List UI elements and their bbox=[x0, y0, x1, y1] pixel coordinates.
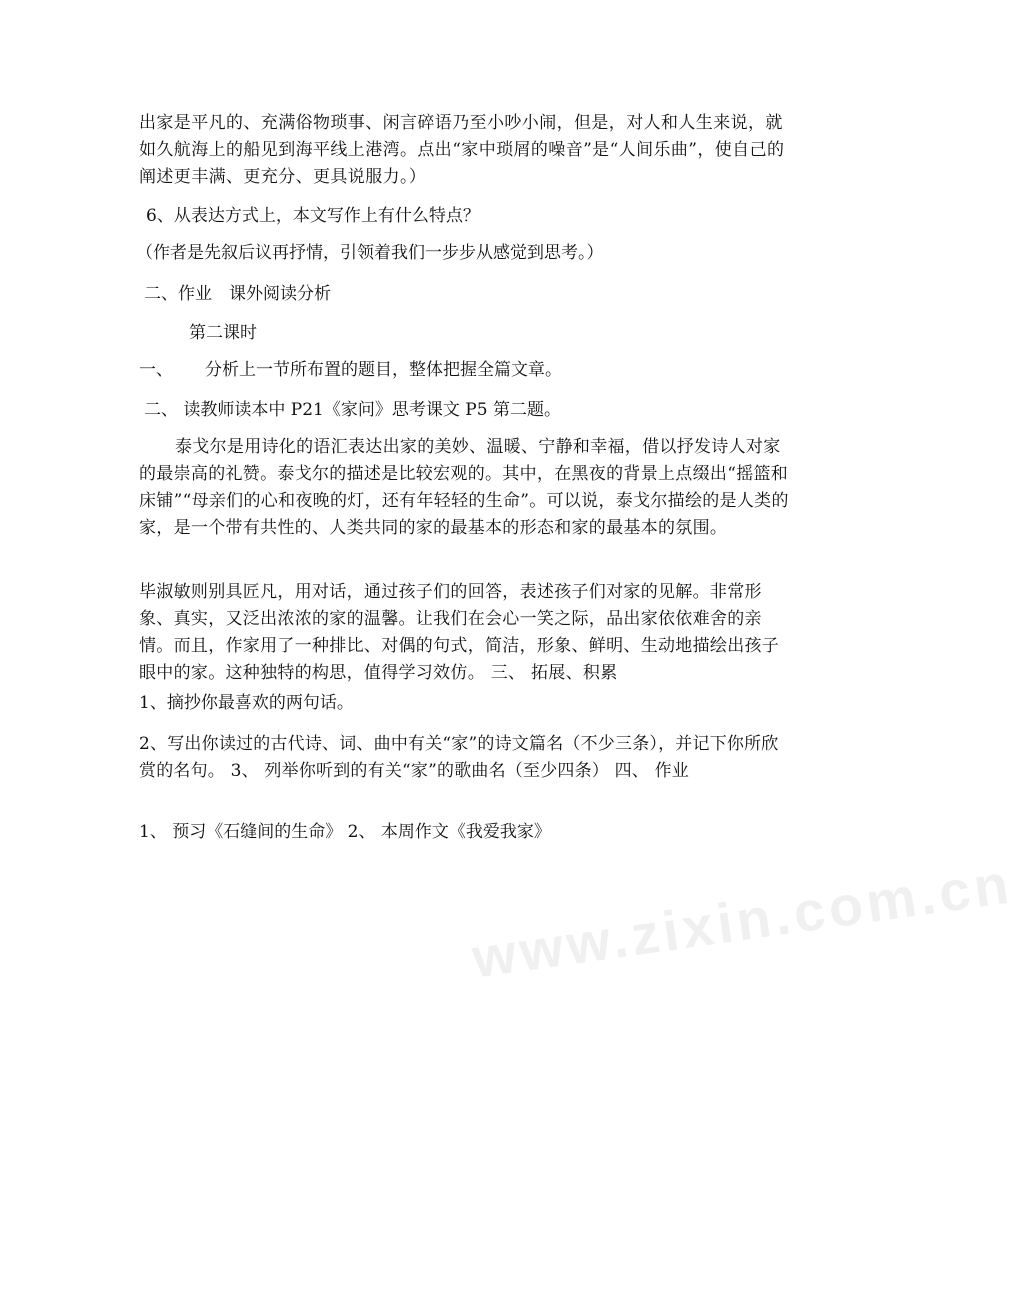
list-item-2: 二、 读教师读本中 P21《家问》思考课文 P5 第二题。 bbox=[144, 400, 561, 420]
watermark: www.zixin.com.cn bbox=[468, 851, 1016, 990]
list-item-text: 分析上一节所布置的题目，整体把握全篇文章。 bbox=[205, 360, 562, 380]
answer-6: （作者是先叙后议再抒情，引领着我们一步步从感觉到思考。） bbox=[136, 243, 604, 263]
task-1: 1、摘抄你最喜欢的两句话。 bbox=[139, 693, 354, 713]
second-lesson-heading: 第二课时 bbox=[189, 323, 257, 343]
task-2-3: 2、写出你读过的古代诗、词、曲中有关“家”的诗文篇名（不少三条），并记下你所欣赏的名句。 3、 列举你听到的有关“家”的歌曲名（至少四条） 四、 作业 bbox=[139, 734, 779, 781]
homework-heading: 二、作业 课外阅读分析 bbox=[144, 284, 331, 304]
paragraph-continuation: 出家是平凡的、充满俗物琐事、闲言碎语乃至小吵小闹，但是，对人和人生来说，就如久航海上的船见到海平线上港湾。点出“家中琐屑的噪音”是“人间乐曲”，使自己的阐述更丰满、更充分、更具说服力。） bbox=[139, 113, 785, 187]
paragraph-bi-shumin: 毕淑敏则别具匠凡，用对话，通过孩子们的回答，表述孩子们对家的见解。非常形象、真实，又泛出浓浓的家的温馨。让我们在会心一笑之际，品出家依依难舍的亲情。而且，作家用了一种排比、对偶的句式，简洁，形象、鲜明、生动地描绘出孩子眼中的家。这种独特的构思，值得学习效仿。 三、 拓展、积累 bbox=[139, 582, 780, 683]
homework-list: 1、 预习《石缝间的生命》 2、 本周作文《我爱我家》 bbox=[139, 822, 551, 842]
paragraph-tagore: 泰戈尔是用诗化的语汇表达出家的美妙、温暖、宁静和幸福，借以抒发诗人对家的最崇高的礼赞。泰戈尔的描述是比较宏观的。其中，在黑夜的背景上点缀出“摇篮和床铺”“母亲们的心和夜晚的灯，还有年轻轻的生命”。可以说，泰戈尔描绘的是人类的家，是一个带有共性的、人类共同的家的最基本的形态和家的最基本的氛围。 bbox=[139, 437, 789, 538]
list-marker: 一、 bbox=[139, 360, 173, 380]
question-6: 6、从表达方式上，本文写作上有什么特点？ bbox=[146, 206, 480, 226]
list-item-1 bbox=[139, 357, 789, 384]
